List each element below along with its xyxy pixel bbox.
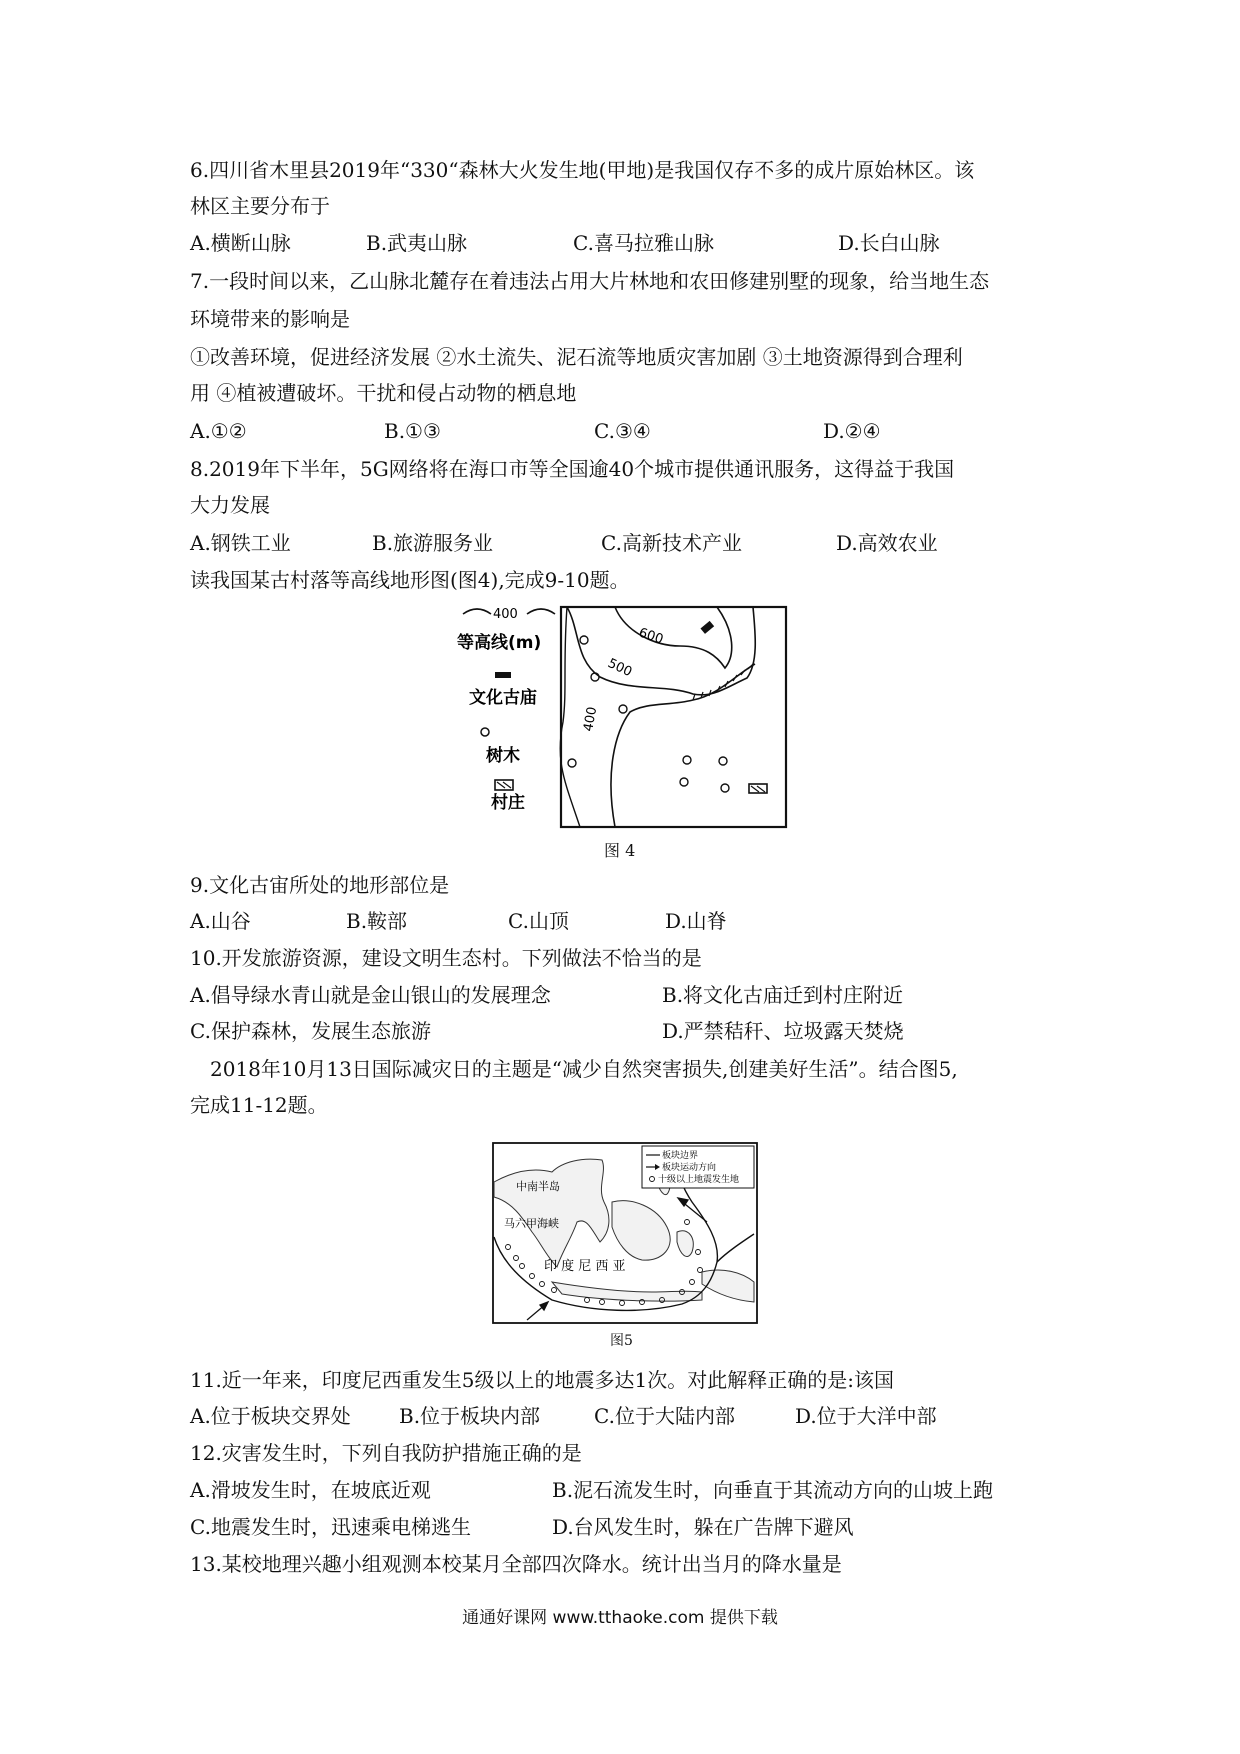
q6-stem-line1: 6.四川省木里县2019年“330“森林大火发生地(甲地)是我国仅存不多的成片原始林区。该 (190, 158, 975, 182)
q11-option-b: B.位于板块内部 (399, 1404, 541, 1428)
q11-option-c: C.位于大陆内部 (594, 1404, 735, 1428)
legend-contour-sample-left (463, 609, 491, 614)
q8-stem-line2: 大力发展 (190, 493, 270, 517)
q12-option-c: C.地震发生时，迅速乘电梯逃生 (190, 1515, 471, 1539)
intro-11-12-line1: 2018年10月13日国际减灾日的主题是“减少自然突害损失,创建美好生活”。结合图5, (210, 1057, 958, 1081)
q10-option-a: A.倡导绿水青山就是金山银山的发展理念 (190, 983, 551, 1007)
q8-stem-line1: 8.2019年下半年，5G网络将在海口市等全国逾40个城市提供通讯服务，这得益于我国 (190, 457, 955, 481)
legend-village-symbol (495, 780, 513, 790)
q11-stem: 11.近一年来，印度尼西重发生5级以上的地震多达1次。对此解释正确的是:该国 (190, 1368, 894, 1392)
q9-stem: 9.文化古宙所处的地形部位是 (190, 873, 450, 897)
q10-option-c: C.保护森林，发展生态旅游 (190, 1019, 431, 1043)
legend-temple-label: 文化古庙 (469, 688, 537, 708)
q13-stem: 13.某校地理兴趣小组观测本校某月全部四次降水。统计出当月的降水量是 (190, 1552, 842, 1576)
q9-option-c: C.山顶 (508, 909, 569, 933)
legend-contour-label: 等高线(m) (457, 633, 542, 653)
q7-option-c: C.③④ (594, 419, 651, 443)
intro-11-12-line2: 完成11-12题。 (190, 1093, 328, 1117)
legend-contour-sample-right (527, 609, 555, 614)
indonesia-label: 印 度 尼 西 亚 (544, 1259, 626, 1274)
q12-option-b: B.泥石流发生时，向垂直于其流动方向的山坡上跑 (552, 1478, 994, 1502)
contour-line-400 (611, 664, 755, 827)
contour-line-outer (560, 607, 580, 827)
q6-option-b: B.武夷山脉 (366, 231, 468, 255)
legend-boundary-label: 板块边界 (662, 1151, 699, 1161)
q7-option-b: B.①③ (384, 419, 441, 443)
legend-earthquake-label: 十级以上地震发生地 (658, 1175, 740, 1185)
q8-option-c: C.高新技术产业 (601, 531, 742, 555)
temple-marker (700, 621, 714, 634)
legend-tree-label: 树木 (486, 746, 520, 766)
q8-option-d: D.高效农业 (836, 531, 938, 555)
q7-option-d: D.②④ (823, 419, 881, 443)
indochina-peninsula-label: 中南半岛 (516, 1180, 560, 1193)
q6-option-d: D.长白山脉 (838, 231, 940, 255)
intro-9-10: 读我国某古村落等高线地形图(图4),完成9-10题。 (190, 568, 630, 592)
legend-tree-symbol (481, 728, 489, 736)
q10-stem: 10.开发旅游资源，建设文明生态村。下列做法不恰当的是 (190, 946, 702, 970)
q6-stem-line2: 林区主要分布于 (190, 194, 330, 218)
plate-map-figure (492, 1142, 758, 1324)
q7-stem-line1: 7.一段时间以来，乙山脉北麓存在着违法占用大片林地和农田修建别墅的现象，给当地生态 (190, 269, 990, 293)
village-marker (749, 784, 767, 793)
contour-label-600: 600 (636, 625, 666, 648)
q9-option-a: A.山谷 (190, 909, 251, 933)
page-footer: 通通好课网 www.tthaoke.com 提供下载 (462, 1608, 778, 1628)
q7-option-a: A.①② (190, 419, 247, 443)
q7-items-line2: 用 ④植被遭破坏。干扰和侵占动物的栖息地 (190, 381, 577, 405)
q11-option-a: A.位于板块交界处 (190, 1404, 351, 1428)
legend-motion-label: 板块运动方向 (662, 1163, 717, 1173)
contour-line-600 (615, 607, 732, 668)
q8-option-a: A.钢铁工业 (190, 531, 291, 555)
cliff-hatch-marks (693, 664, 753, 700)
q6-option-c: C.喜马拉雅山脉 (573, 231, 714, 255)
q9-option-b: B.鞍部 (346, 909, 408, 933)
contour-label-500: 500 (605, 656, 635, 681)
q11-option-d: D.位于大洋中部 (795, 1404, 937, 1428)
q12-option-a: A.滑坡发生时，在坡底近观 (190, 1478, 431, 1502)
q8-option-b: B.旅游服务业 (372, 531, 494, 555)
legend-temple-symbol (495, 672, 511, 678)
legend-village-label: 村庄 (491, 793, 525, 813)
legend-contour-value: 400 (493, 607, 518, 622)
q7-stem-line2: 环境带来的影响是 (190, 307, 350, 331)
q12-option-d: D.台风发生时，躲在广告牌下避风 (552, 1515, 854, 1539)
q6-option-a: A.横断山脉 (190, 231, 291, 255)
q7-items-line1: ①改善环境，促进经济发展 ②水土流失、泥石流等地质灾害加剧 ③土地资源得到合理利 (190, 345, 963, 369)
q10-option-b: B.将文化古庙迁到村庄附近 (662, 983, 904, 1007)
contour-map-figure (455, 602, 790, 850)
q9-option-d: D.山脊 (665, 909, 727, 933)
q12-stem: 12.灾害发生时，下列自我防护措施正确的是 (190, 1441, 582, 1465)
contour-label-400: 400 (581, 705, 601, 733)
q10-option-d: D.严禁秸秆、垃圾露天焚烧 (662, 1019, 904, 1043)
malacca-strait-label: 马六甲海峡 (504, 1217, 559, 1230)
fig4-caption: 图 4 (604, 841, 636, 860)
fig5-caption: 图5 (610, 1333, 633, 1349)
